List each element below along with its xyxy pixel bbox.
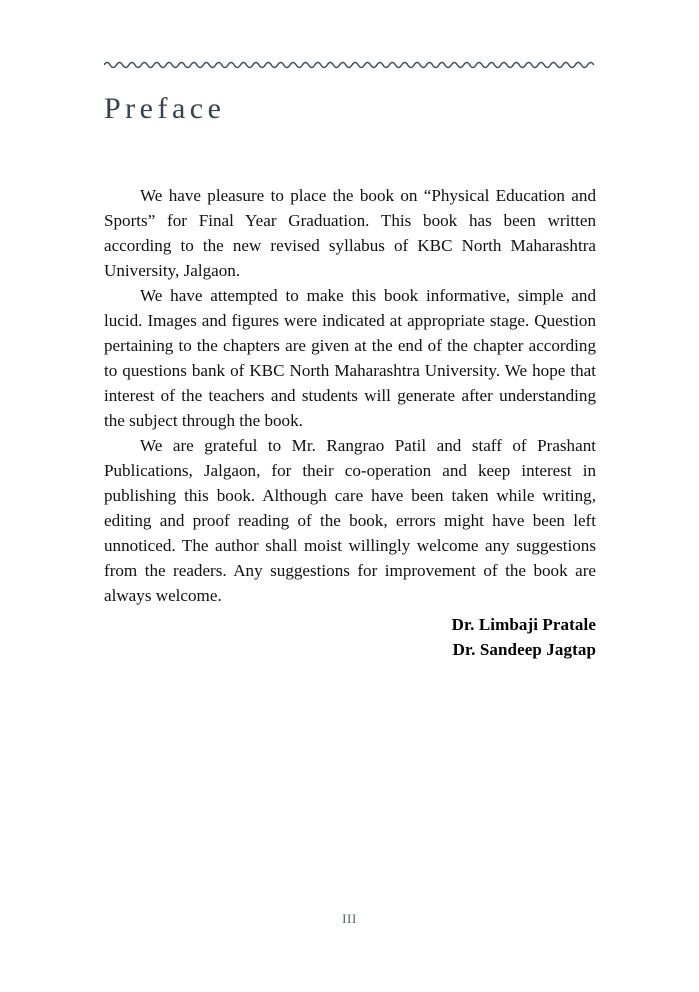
author-signature: Dr. Sandeep Jagtap <box>452 640 596 659</box>
paragraph: We are grateful to Mr. Rangrao Patil and staff of Prashant Publications, Jalgaon, for their co-operation and keep interest in publishing this book. Although care have been taken while writing, editing and proof reading of the book, errors might have been left unnoticed. The author shall moist willingly welcome any suggestions from the readers. Any suggestions for improvement of the book are always welcome. <box>104 436 596 605</box>
page-title: Preface <box>104 92 226 125</box>
author-signature: Dr. Limbaji Pratale <box>451 615 596 634</box>
signature-block <box>104 612 596 662</box>
decorative-wavy-rule <box>104 58 597 70</box>
page-number: III <box>342 911 357 926</box>
preface-body <box>104 183 596 662</box>
paragraph: We have attempted to make this book informative, simple and lucid. Images and figures were indicated at appropriate stage. Question pertaining to the chapters are given at the end of the chapter according to questions bank of KBC North Maharashtra University. We hope that interest of the teachers and students will generate after understanding the subject through the book. <box>104 286 596 430</box>
paragraph: We have pleasure to place the book on “Physical Education and Sports” for Final Year Graduation. This book has been written according to the new revised syllabus of KBC North Maharashtra University, Jalgaon. <box>104 186 596 280</box>
